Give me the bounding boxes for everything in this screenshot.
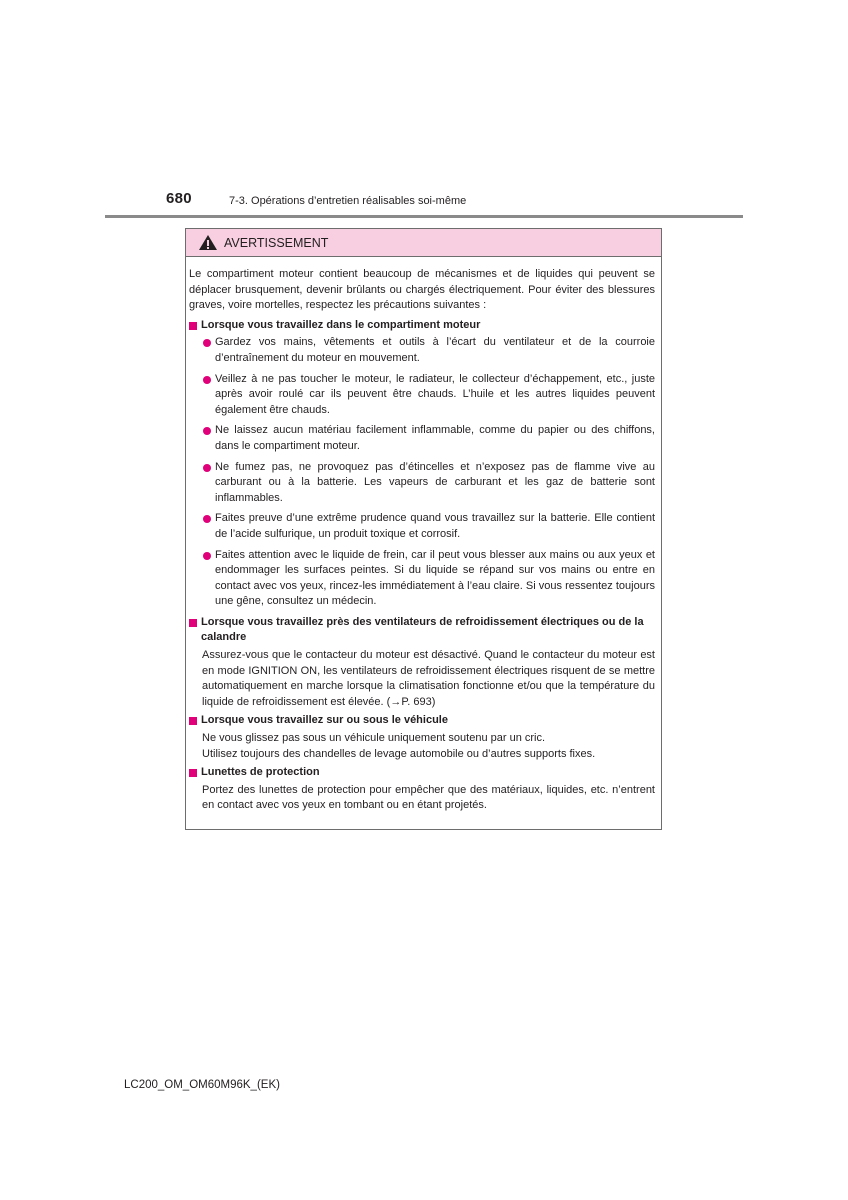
document-code: LC200_OM_OM60M96K_(EK)	[124, 1079, 280, 1091]
section-paragraph: Assurez-vous que le contacteur du moteur est désactivé. Quand le contacteur du moteur est en mode IGNITION ON, les ventilateurs de refroidissement électriques risquent de se mettre automatiquement en marche lorsque la climatisation fonctionne et/ou que la température du liquide de refroidissement est élevée. (→P. 693)	[202, 649, 655, 708]
list-item	[203, 335, 655, 366]
list-item-text: Faites preuve d’une extrême prudence quand vous travaillez sur la batterie. Elle contient de l’acide sulfurique, un produit toxique et corrosif.	[215, 512, 655, 540]
list-item	[203, 460, 655, 507]
warning-content	[186, 257, 661, 814]
warning-intro: Le compartiment moteur contient beaucoup de mécanismes et de liquides qui peuvent se déplacer brusquement, devenir brûlants ou chargés électriquement. Pour éviter des blessures graves, voire mortelles, respectez les précautions suivantes :	[189, 268, 655, 312]
section-heading	[189, 318, 655, 334]
list-item-text: Gardez vos mains, vêtements et outils à l’écart du ventilateur et de la courroie d’entraînement du moteur en mouvement.	[215, 336, 655, 364]
section-heading-text: Lorsque vous travaillez dans le compartiment moteur	[201, 318, 481, 331]
section-heading-text: Lorsque vous travaillez sur ou sous le véhicule	[201, 714, 448, 727]
page-number: 680	[166, 190, 192, 207]
list-item	[203, 423, 655, 454]
section-heading-text: Lorsque vous travaillez près des ventilateurs de refroidissement électriques ou de la calandre	[201, 615, 644, 644]
section-title: 7-3. Opérations d’entretien réalisables soi-même	[229, 195, 467, 207]
magenta-dot-icon	[203, 376, 211, 384]
magenta-dot-icon	[203, 427, 211, 435]
section-heading	[189, 615, 655, 646]
magenta-dot-icon	[203, 515, 211, 523]
list-item-text: Veillez à ne pas toucher le moteur, le radiateur, le collecteur d’échappement, etc., juste après avoir roulé car ils peuvent être chauds. L’huile et les autres liquides peuvent également être chauds.	[215, 372, 655, 416]
list-item	[203, 372, 655, 419]
warning-title: AVERTISSEMENT	[224, 235, 329, 250]
magenta-square-icon	[189, 322, 197, 330]
magenta-square-icon	[189, 717, 197, 725]
list-item-text: Ne fumez pas, ne provoquez pas d’étincelles et n’exposez pas de flamme vive au carburant ou à la batterie. Les vapeurs de carburant et les gaz de batterie sont inflammables.	[215, 460, 655, 504]
section-line: Ne vous glissez pas sous un véhicule uniquement soutenu par un cric.	[202, 732, 546, 745]
list-item	[203, 548, 655, 610]
section-paragraph: Portez des lunettes de protection pour empêcher que des matériaux, liquides, etc. n’entrent en contact avec vos yeux en tombant ou en étant projetés.	[202, 783, 655, 812]
magenta-dot-icon	[203, 464, 211, 472]
list-item-text: Faites attention avec le liquide de frein, car il peut vous blesser aux mains ou aux yeux et endommager les surfaces peintes. Si du liquide se répand sur vos mains ou entre en contact avec vos yeux, rincez-les immédiatement à l’eau claire. Si vous ressentez toujours une gêne, consultez un médecin.	[215, 548, 655, 608]
list-item-text: Ne laissez aucun matériau facilement inflammable, comme du papier ou des chiffons, dans le compartiment moteur.	[215, 424, 655, 452]
list-item	[203, 511, 655, 542]
magenta-square-icon	[189, 619, 197, 627]
magenta-dot-icon	[203, 339, 211, 347]
warning-triangle-icon	[198, 234, 218, 251]
header-divider	[105, 215, 743, 218]
section-heading	[189, 765, 655, 781]
warning-box	[185, 228, 662, 830]
magenta-dot-icon	[203, 552, 211, 560]
magenta-square-icon	[189, 769, 197, 777]
warning-header	[186, 229, 661, 257]
section-line: Utilisez toujours des chandelles de levage automobile ou d’autres supports fixes.	[202, 747, 596, 760]
section-heading-text: Lunettes de protection	[201, 766, 320, 779]
section-heading	[189, 713, 655, 729]
